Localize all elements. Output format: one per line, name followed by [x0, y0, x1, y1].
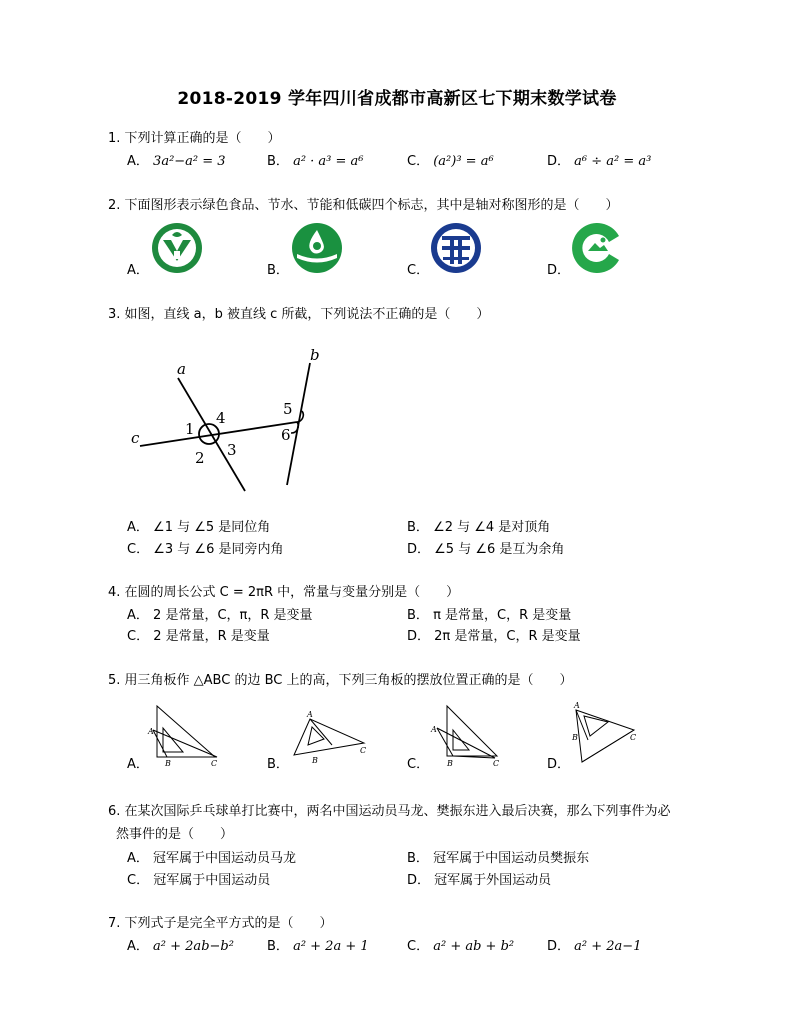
green-food-logo-icon[interactable] — [150, 221, 204, 275]
option-text: 2 是常量，C，π，R 是变量 — [153, 608, 313, 623]
angle-4-label: 4 — [216, 409, 226, 427]
energy-saving-logo-icon[interactable] — [429, 221, 483, 275]
option-text: 冠军属于中国运动员樊振东 — [433, 851, 590, 866]
option-text: 2π 是常量，C，R 是变量 — [434, 629, 581, 644]
q1-option-d[interactable] — [547, 153, 651, 171]
q4-option-b[interactable] — [407, 607, 571, 625]
option-text: 2 是常量，R 是变量 — [153, 629, 270, 644]
q6-option-b[interactable] — [407, 850, 589, 868]
page-title: 2018-2019 学年四川省成都市高新区七下期末数学试卷 — [177, 89, 617, 109]
q4-option-d[interactable] — [407, 628, 581, 646]
q6-option-a[interactable] — [127, 850, 296, 868]
q6-option-d[interactable] — [407, 872, 551, 890]
option-text: a² + 2a + 1 — [293, 939, 369, 954]
q5-triangle-option-b[interactable] — [288, 705, 372, 767]
option-letter: A． — [127, 608, 149, 623]
question-3-stem — [108, 306, 489, 324]
angle-6-label: 6 — [281, 426, 291, 444]
vertex-b-label: B — [165, 759, 171, 768]
q3-transversal-figure — [125, 348, 335, 498]
option-text: ∠5 与 ∠6 是互为余角 — [434, 542, 565, 557]
option-text: 冠军属于中国运动员 — [153, 873, 271, 888]
angle-3-label: 3 — [227, 441, 237, 459]
option-letter: D． — [547, 939, 571, 954]
option-letter: D． — [407, 873, 431, 888]
vertex-c-label: C — [211, 759, 218, 768]
option-letter: C． — [407, 154, 430, 169]
question-5-stem: 5. 用三角板作 △ABC 的边 BC 上的高，下列三角板的摆放位置正确的是（ ） — [108, 673, 573, 688]
option-letter: B． — [267, 939, 289, 954]
option-letter: B． — [407, 608, 429, 623]
vertex-b-label: B — [447, 759, 453, 768]
q7-option-b[interactable] — [267, 938, 369, 956]
option-letter: D． — [407, 629, 431, 644]
option-letter: D． — [547, 154, 571, 169]
option-text: ∠3 与 ∠6 是同旁内角 — [153, 542, 284, 557]
q7-option-c[interactable] — [407, 938, 514, 956]
q7-option-a[interactable] — [127, 938, 234, 956]
option-text: a² + ab + b² — [433, 939, 515, 954]
option-letter: A． — [127, 154, 149, 169]
q2-option-c-letter: C． — [407, 263, 430, 278]
q3-option-d[interactable] — [407, 541, 564, 559]
q1-option-a[interactable] — [127, 153, 226, 171]
option-letter: D． — [407, 542, 431, 557]
q2-option-d-letter: D． — [547, 263, 571, 278]
question-1-stem: 1. 下列计算正确的是（ ） — [108, 131, 281, 146]
question-6-stem-line-2: 然事件的是（ ） — [116, 827, 234, 842]
option-text: a² + 2ab−b² — [153, 939, 234, 954]
question-7-stem: 7. 下列式子是完全平方式的是（ ） — [108, 916, 333, 931]
q6-option-c[interactable] — [127, 872, 270, 890]
option-text: π 是常量，C，R 是变量 — [433, 608, 572, 623]
option-letter: A． — [127, 520, 149, 535]
q5-option-a-letter: A． — [127, 757, 149, 772]
q7-option-d[interactable] — [547, 938, 641, 956]
line-c-label: c — [131, 429, 140, 447]
option-letter: B． — [407, 851, 429, 866]
q3-option-a[interactable] — [127, 519, 270, 537]
option-letter: C． — [407, 939, 430, 954]
option-text: ∠1 与 ∠5 是同位角 — [153, 520, 271, 535]
q5-option-d-letter: D． — [547, 757, 571, 772]
question-3-stem-text: 3. 如图，直线 a，b 被直线 c 所截，下列说法不正确的是（ ） — [108, 307, 490, 322]
option-letter: C． — [127, 873, 150, 888]
option-text: (a²)³ = a⁶ — [433, 154, 494, 169]
angle-1-label: 1 — [185, 420, 195, 438]
q5-triangle-option-c[interactable] — [427, 702, 507, 768]
option-text: a² + 2a−1 — [574, 939, 642, 954]
option-text: 3a²−a² = 3 — [153, 154, 226, 169]
vertex-c-label: C — [493, 759, 500, 768]
vertex-a-label: A — [431, 725, 437, 734]
vertex-c-label: C — [630, 733, 637, 742]
q5-option-b-letter: B． — [267, 757, 289, 772]
question-6-stem-line-1: 6. 在某次国际乒乓球单打比赛中，两名中国运动员马龙、樊振东进入最后决赛，那么下列事件为必 — [108, 804, 671, 819]
option-letter: C． — [127, 542, 150, 557]
angle-2-label: 2 — [195, 449, 205, 467]
q3-option-b[interactable] — [407, 519, 550, 537]
option-text: 冠军属于中国运动员马龙 — [153, 851, 297, 866]
vertex-a-label: A — [307, 710, 313, 719]
q4-option-a[interactable] — [127, 607, 313, 625]
line-b-label: b — [310, 348, 320, 364]
vertex-b-label: B — [312, 756, 318, 765]
vertex-b-label: B — [572, 733, 578, 742]
q5-triangle-option-a[interactable] — [145, 702, 225, 768]
option-letter: A． — [127, 851, 149, 866]
angle-5-label: 5 — [283, 400, 293, 418]
option-text: ∠2 与 ∠4 是对顶角 — [433, 520, 551, 535]
line-a-label: a — [177, 360, 186, 378]
option-letter: A． — [127, 939, 149, 954]
option-letter: C． — [127, 629, 150, 644]
low-carbon-logo-icon[interactable] — [569, 221, 623, 275]
q1-option-c[interactable] — [407, 153, 494, 171]
question-4-stem: 4. 在圆的周长公式 C = 2πR 中，常量与变量分别是（ ） — [108, 585, 460, 600]
q5-triangle-option-d[interactable] — [568, 700, 650, 768]
vertex-a-label: A — [148, 727, 154, 736]
q1-option-b[interactable] — [267, 153, 364, 171]
q5-option-c-letter: C． — [407, 757, 430, 772]
water-saving-logo-icon[interactable] — [290, 221, 344, 275]
option-text: a⁶ ÷ a² = a³ — [574, 154, 652, 169]
question-2-stem: 2. 下面图形表示绿色食品、节水、节能和低碳四个标志，其中是轴对称图形的是（ ） — [108, 198, 619, 213]
vertex-a-label: A — [574, 701, 580, 710]
option-letter: B． — [267, 154, 289, 169]
option-letter: B． — [407, 520, 429, 535]
q2-option-b-letter: B． — [267, 263, 289, 278]
q3-option-c[interactable] — [127, 541, 283, 559]
q4-option-c[interactable] — [127, 628, 270, 646]
vertex-c-label: C — [360, 746, 367, 755]
option-text: a² · a³ = a⁶ — [293, 154, 364, 169]
option-text: 冠军属于外国运动员 — [434, 873, 552, 888]
q2-option-a-letter: A． — [127, 263, 149, 278]
